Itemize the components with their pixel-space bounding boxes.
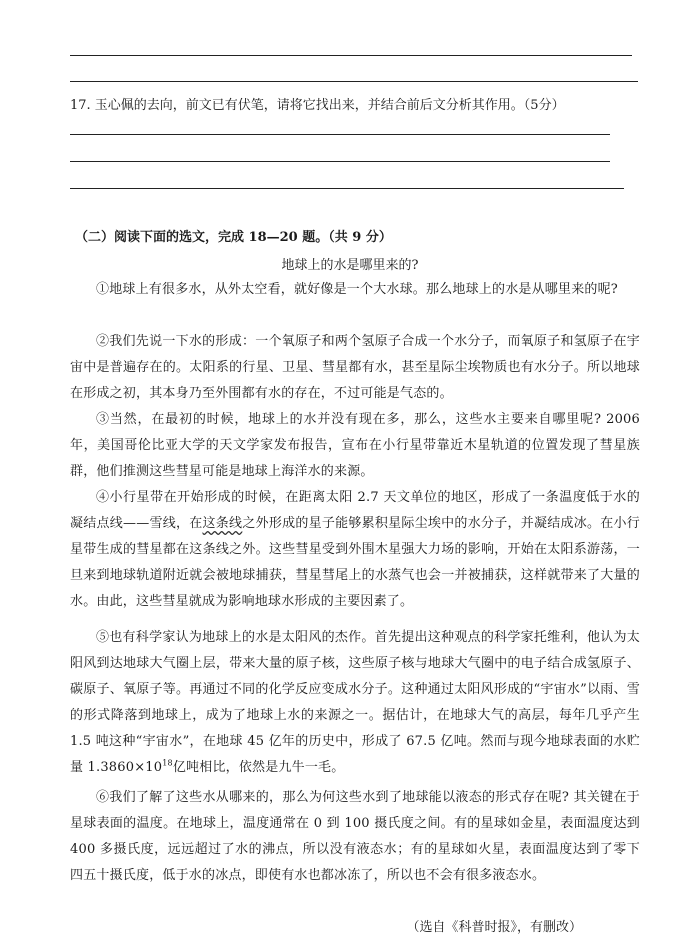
wavy-underlined-phrase: 这条线 [202,516,243,531]
paragraph-4-text-a: ④小行星带在开始形成的时候，在距离太阳 2.7 天文单位的地区，形成了一条温度低于水的凝结点线——雪线，在 [70,490,640,531]
section-heading: （二）阅读下面的选文，完成 18—20 题。（共 9 分） [75,230,392,245]
answer-line [70,161,610,162]
paragraph-4-text-b: 之外形成的星子能够累积星际尘埃中的水分子，并凝结成冰。在小行星带生成的彗星都在这条线之外。这些彗星受到外围木星强大力场的影响，开始在太阳系游荡，一旦来到地球轨道附近就会被地球捕获，彗星彗尾上的水蒸气也会一并被捕获，这样就带来了大量的水。由此，这些彗星就成为影响地球水形成的主要因素了。 [70,516,640,609]
paragraph-5-text-b: 亿吨相比，依然是九牛一毛。 [172,760,345,775]
exponent: 18 [162,758,173,768]
question-17: 17. 玉心佩的去向，前文已有伏笔，请将它找出来，并结合前后文分析其作用。（5分） [70,98,565,113]
answer-line [70,134,610,135]
answer-line [70,55,632,56]
paragraph-4 [70,485,640,615]
paragraph-3: ③当然，在最初的时候，地球上的水并没有现在多，那么，这些水主要来自哪里呢? 2006年，美国哥伦比亚大学的天文学家发布报告，宣布在小行星带靠近木星轨道的位置发现了彗星族群，他们推测这些彗星可能是地球上海洋水的来源。 [70,412,640,479]
paragraph-5 [70,625,640,781]
answer-line [70,188,624,189]
paragraph-2: ②我们先说一下水的形成：一个氧原子和两个氢原子合成一个水分子，而氧原子和氢原子在宇宙中是普遍存在的。太阳系的行星、卫星、彗星都有水，甚至星际尘埃物质也有水分子。所以地球在形成之初，其本身乃至外围都有水的存在，不过可能是气态的。 [70,334,640,401]
paragraph-6: ⑥我们了解了这些水从哪来的，那么为何这些水到了地球能以液态的形式存在呢? 其关键在于星球表面的温度。在地球上，温度通常在 0 到 100 摄氏度之间。有的星球如金星，表面温度达到 400 多摄氏度，远远超过了水的沸点，所以没有液态水；有的星球如火星，表面温度达到了零下四五十摄氏度，低于水的冰点，即使有水也都冰冻了，所以也不会有很多液态水。 [70,790,640,883]
source-citation: （选自《科普时报》，有删改） [406,920,582,935]
answer-line [70,81,638,82]
paragraph-1: ①地球上有很多水，从外太空看，就好像是一个大水球。那么地球上的水是从哪里来的呢? [96,282,618,297]
paragraph-5-text-a: ⑤也有科学家认为地球上的水是太阳风的杰作。首先提出这种观点的科学家托维利，他认为太阳风到达地球大气圈上层，带来大量的原子核，这些原子核与地球大气圈中的电子结合成氢原子、碳原子、氧原子等。再通过不同的化学反应变成水分子。这种通过太阳风形成的“宇宙水”以雨、雪的形式降落到地球上，成为了地球上水的来源之一。据估计，在地球大气的高层，每年几乎产生 1.5 吨这种“宇宙水”，在地球 45 亿年的历史中，形成了 67.5 亿吨。然而与现今地球表面的水贮量 1.3860×10 [70,630,640,775]
article-title: 地球上的水是哪里来的? [281,258,419,273]
